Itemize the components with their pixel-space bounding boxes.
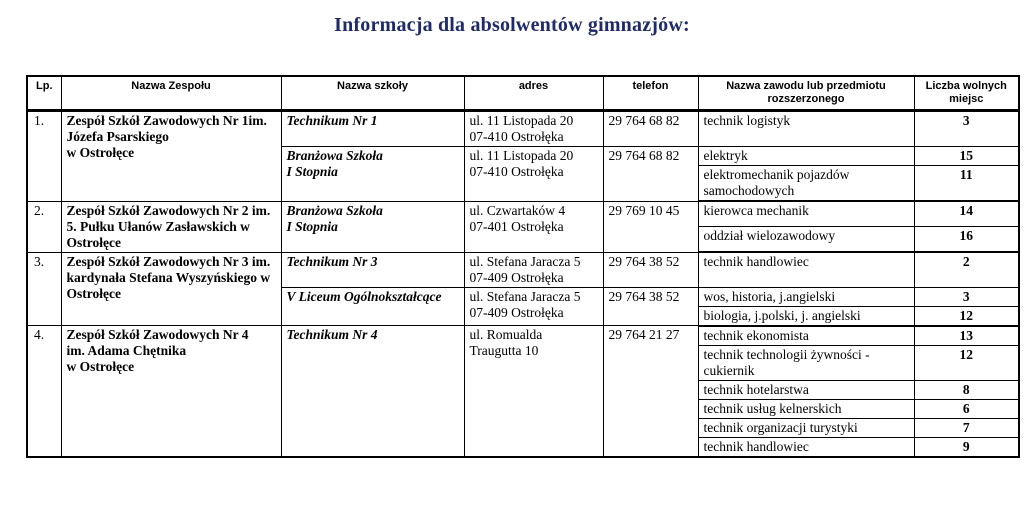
cell-szkola: Technikum Nr 4 [281, 326, 464, 457]
cell-zawod: technik handlowiec [698, 437, 914, 457]
cell-miejsca: 11 [914, 166, 1019, 202]
cell-miejsca: 8 [914, 380, 1019, 399]
cell-miejsca: 13 [914, 326, 1019, 346]
cell-miejsca: 7 [914, 418, 1019, 437]
cell-telefon: 29 764 38 52 [603, 287, 698, 326]
cell-zespol: Zespół Szkół Zawodowych Nr 3 im. kardynała Stefana Wyszyńskiego w Ostrołęce [61, 252, 281, 326]
cell-zespol: Zespół Szkół Zawodowych Nr 4 im. Adama Chętnika w Ostrołęce [61, 326, 281, 457]
cell-lp: 2. [27, 201, 61, 252]
cell-zawod: technik usług kelnerskich [698, 399, 914, 418]
cell-miejsca: 12 [914, 345, 1019, 380]
cell-zespol: Zespół Szkół Zawodowych Nr 1im. Józefa Psarskiego w Ostrołęce [61, 111, 281, 202]
cell-telefon: 29 764 68 82 [603, 111, 698, 147]
cell-szkola: V Liceum Ogólnokształcące [281, 287, 464, 326]
header-szkola: Nazwa szkoły [281, 76, 464, 111]
cell-adres: ul. Stefana Jaracza 5 07-409 Ostrołęka [464, 287, 603, 326]
cell-szkola: Branżowa Szkoła I Stopnia [281, 201, 464, 252]
header-zespol: Nazwa Zespołu [61, 76, 281, 111]
cell-zawod: technik ekonomista [698, 326, 914, 346]
cell-zawod: technik organizacji turystyki [698, 418, 914, 437]
cell-telefon: 29 764 68 82 [603, 147, 698, 202]
table-row [27, 201, 1019, 227]
cell-zawod: elektromechanik pojazdów samochodowych [698, 166, 914, 202]
cell-adres: ul. Romualda Traugutta 10 [464, 326, 603, 457]
page-title: Informacja dla absolwentów gimnazjów: [334, 14, 690, 36]
cell-szkola: Technikum Nr 3 [281, 252, 464, 287]
cell-miejsca: 16 [914, 227, 1019, 253]
cell-zawod: biologia, j.polski, j. angielski [698, 306, 914, 326]
cell-adres: ul. Stefana Jaracza 5 07-409 Ostrołęka [464, 252, 603, 287]
header-telefon: telefon [603, 76, 698, 111]
cell-miejsca: 6 [914, 399, 1019, 418]
schools-table-container [26, 75, 1018, 458]
cell-miejsca: 14 [914, 201, 1019, 227]
cell-miejsca: 15 [914, 147, 1019, 166]
table-row [27, 252, 1019, 287]
cell-adres: ul. Czwartaków 4 07-401 Ostrołęka [464, 201, 603, 252]
table-header-row [27, 76, 1019, 111]
cell-zawod: technik technologii żywności - cukiernik [698, 345, 914, 380]
cell-lp: 1. [27, 111, 61, 202]
cell-telefon: 29 764 38 52 [603, 252, 698, 287]
cell-telefon: 29 769 10 45 [603, 201, 698, 252]
cell-miejsca: 3 [914, 287, 1019, 306]
cell-lp: 3. [27, 252, 61, 326]
cell-adres: ul. 11 Listopada 20 07-410 Ostrołęka [464, 147, 603, 202]
cell-szkola: Branżowa Szkoła I Stopnia [281, 147, 464, 202]
cell-szkola: Technikum Nr 1 [281, 111, 464, 147]
cell-miejsca: 2 [914, 252, 1019, 287]
header-miejsca: Liczba wolnych miejsc [914, 76, 1019, 111]
cell-telefon: 29 764 21 27 [603, 326, 698, 457]
table-body [27, 111, 1019, 457]
cell-zawod: technik hotelarstwa [698, 380, 914, 399]
cell-adres: ul. 11 Listopada 20 07-410 Ostrołęka [464, 111, 603, 147]
cell-lp: 4. [27, 326, 61, 457]
cell-zawod: technik logistyk [698, 111, 914, 147]
header-lp: Lp. [27, 76, 61, 111]
schools-table [26, 75, 1020, 458]
table-row [27, 326, 1019, 346]
cell-miejsca: 9 [914, 437, 1019, 457]
cell-zawod: elektryk [698, 147, 914, 166]
cell-zawod: technik handlowiec [698, 252, 914, 287]
cell-miejsca: 3 [914, 111, 1019, 147]
cell-zawod: wos, historia, j.angielski [698, 287, 914, 306]
cell-zawod: kierowca mechanik [698, 201, 914, 227]
cell-zawod: oddział wielozawodowy [698, 227, 914, 253]
cell-miejsca: 12 [914, 306, 1019, 326]
header-zawod: Nazwa zawodu lub przedmiotu rozszerzonego [698, 76, 914, 111]
header-adres: adres [464, 76, 603, 111]
cell-zespol: Zespół Szkół Zawodowych Nr 2 im. 5. Pułku Ułanów Zasławskich w Ostrołęce [61, 201, 281, 252]
table-row [27, 111, 1019, 147]
